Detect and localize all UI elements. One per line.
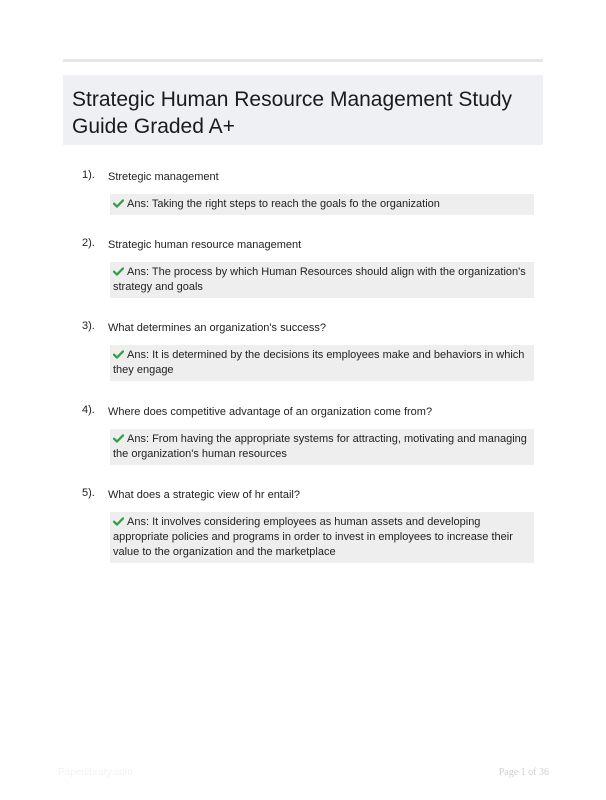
question-number: 3). <box>82 320 95 332</box>
question-number: 4). <box>82 404 95 416</box>
question-number: 2). <box>82 237 95 249</box>
question-text: Strategic human resource management <box>108 239 302 251</box>
answer-box <box>110 512 534 563</box>
qa-item <box>82 319 536 381</box>
question-row <box>82 319 536 337</box>
qa-item <box>82 486 536 563</box>
question-row <box>82 168 536 186</box>
question-row <box>82 236 536 254</box>
qa-item <box>82 403 536 465</box>
checkmark-icon <box>113 517 124 526</box>
qa-item <box>82 236 536 298</box>
question-number: 5). <box>82 487 95 499</box>
checkmark-icon <box>113 267 124 276</box>
answer-box <box>110 194 534 215</box>
answer-box <box>110 429 534 465</box>
footer-watermark: Paperlibrary.com <box>58 767 133 778</box>
answer-box <box>110 345 534 381</box>
question-row <box>82 403 536 421</box>
answer-text: Ans: It is determined by the decisions its employees make and behaviors in which they engage <box>113 349 525 376</box>
question-text: Where does competitive advantage of an organization come from? <box>108 406 433 418</box>
document-title: Strategic Human Resource Management Study Guide Graded A+ <box>72 88 513 138</box>
question-text: What determines an organization's success? <box>108 322 326 334</box>
question-text: What does a strategic view of hr entail? <box>108 489 300 501</box>
answer-box <box>110 262 534 298</box>
answer-text: Ans: From having the appropriate systems for attracting, motivating and managing the organization's human resources <box>113 433 527 460</box>
checkmark-icon <box>113 434 124 443</box>
checkmark-icon <box>113 199 124 208</box>
page-indicator: Page 1 of 36 <box>498 767 549 778</box>
top-divider <box>63 59 543 62</box>
answer-text: Ans: It involves considering employees as human assets and developing appropriate policies and programs in order to invest in employees to increase their value to the organization and the marketplace <box>113 516 513 558</box>
qa-item <box>82 168 536 215</box>
answer-text: Ans: The process by which Human Resources should align with the organization's strategy and goals <box>113 266 526 293</box>
checkmark-icon <box>113 350 124 359</box>
question-row <box>82 486 536 504</box>
question-text: Stretegic management <box>108 171 219 183</box>
title-banner <box>63 75 543 145</box>
question-number: 1). <box>82 169 95 181</box>
answer-text: Ans: Taking the right steps to reach the goals fo the organization <box>127 198 440 210</box>
